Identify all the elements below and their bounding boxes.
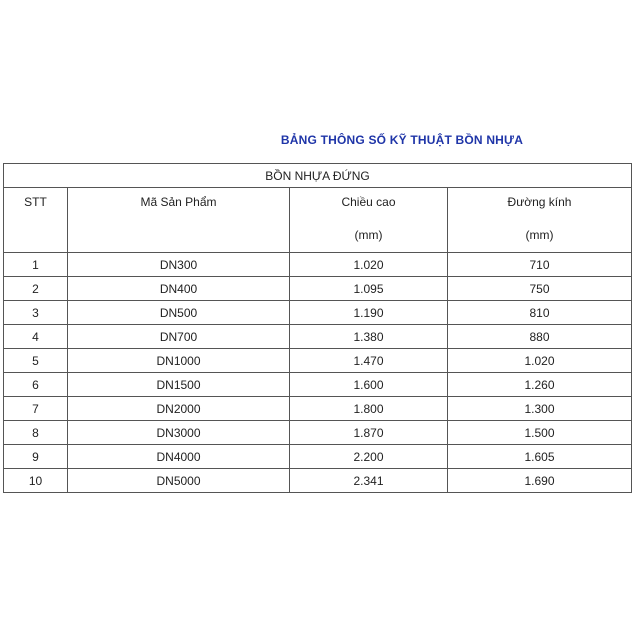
table-row	[4, 397, 632, 421]
cell-diameter: 1.605	[448, 445, 632, 469]
column-header-diameter	[448, 188, 632, 253]
column-header-height-label: Chiều cao	[341, 195, 396, 209]
table-row	[4, 445, 632, 469]
table-row	[4, 277, 632, 301]
column-header-diameter-unit: (mm)	[525, 228, 554, 242]
column-header-stt-label: STT	[24, 195, 47, 209]
cell-diameter: 1.260	[448, 373, 632, 397]
cell-height: 1.870	[290, 421, 448, 445]
cell-product-code: DN300	[68, 253, 290, 277]
cell-product-code: DN3000	[68, 421, 290, 445]
cell-product-code: DN5000	[68, 469, 290, 493]
column-header-height-unit: (mm)	[354, 228, 383, 242]
cell-diameter: 1.690	[448, 469, 632, 493]
column-header-diameter-label: Đường kính	[507, 195, 572, 209]
group-header-row	[4, 164, 632, 188]
table-row	[4, 469, 632, 493]
cell-height: 2.341	[290, 469, 448, 493]
column-header-stt	[4, 188, 68, 253]
group-header: BỒN NHỰA ĐỨNG	[4, 164, 632, 188]
cell-stt: 9	[4, 445, 68, 469]
table-row	[4, 253, 632, 277]
cell-height: 1.600	[290, 373, 448, 397]
column-header-product-code-label: Mã Sản Phẩm	[140, 195, 217, 209]
table-row	[4, 301, 632, 325]
cell-height: 1.800	[290, 397, 448, 421]
cell-height: 1.190	[290, 301, 448, 325]
cell-height: 2.200	[290, 445, 448, 469]
cell-diameter: 750	[448, 277, 632, 301]
cell-product-code: DN2000	[68, 397, 290, 421]
column-header-product-code	[68, 188, 290, 253]
cell-stt: 4	[4, 325, 68, 349]
cell-height: 1.020	[290, 253, 448, 277]
table-row	[4, 421, 632, 445]
cell-stt: 8	[4, 421, 68, 445]
cell-product-code: DN4000	[68, 445, 290, 469]
table-row	[4, 325, 632, 349]
spec-table	[3, 163, 632, 493]
cell-diameter: 1.300	[448, 397, 632, 421]
column-header-height	[290, 188, 448, 253]
cell-diameter: 810	[448, 301, 632, 325]
cell-product-code: DN1000	[68, 349, 290, 373]
table-body	[4, 253, 632, 493]
table-row	[4, 349, 632, 373]
cell-diameter: 1.020	[448, 349, 632, 373]
cell-stt: 10	[4, 469, 68, 493]
cell-stt: 2	[4, 277, 68, 301]
cell-diameter: 710	[448, 253, 632, 277]
cell-stt: 7	[4, 397, 68, 421]
cell-height: 1.095	[290, 277, 448, 301]
cell-diameter: 1.500	[448, 421, 632, 445]
page-title: BẢNG THÔNG SỐ KỸ THUẬT BỒN NHỰA	[280, 133, 524, 147]
cell-product-code: DN1500	[68, 373, 290, 397]
cell-stt: 3	[4, 301, 68, 325]
cell-product-code: DN500	[68, 301, 290, 325]
cell-diameter: 880	[448, 325, 632, 349]
cell-stt: 6	[4, 373, 68, 397]
cell-product-code: DN400	[68, 277, 290, 301]
cell-height: 1.470	[290, 349, 448, 373]
cell-height: 1.380	[290, 325, 448, 349]
cell-product-code: DN700	[68, 325, 290, 349]
cell-stt: 5	[4, 349, 68, 373]
column-header-row	[4, 188, 632, 253]
table-row	[4, 373, 632, 397]
cell-stt: 1	[4, 253, 68, 277]
